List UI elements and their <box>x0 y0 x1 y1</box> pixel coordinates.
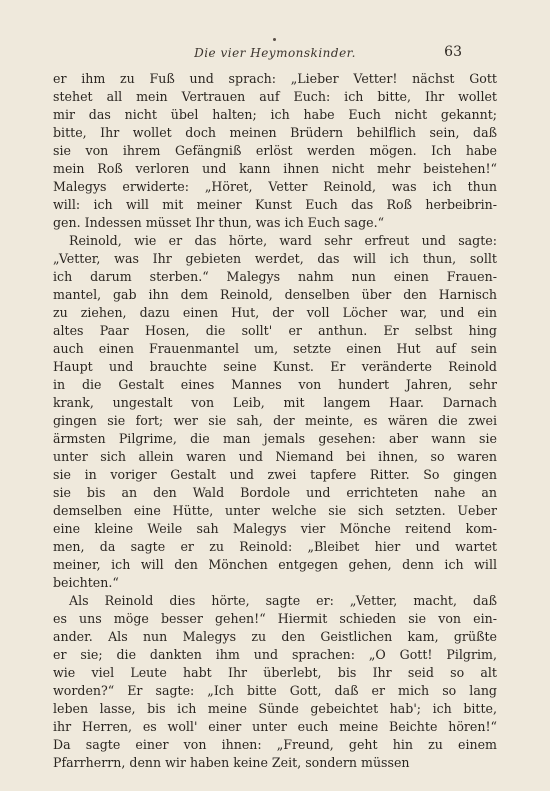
text-line: meiner, ich will den Mönchen entgegen gehen, denn ich will <box>53 557 497 572</box>
text-line: altes Paar Hosen, die sollt' er anthun. Er selbst hing <box>53 323 497 338</box>
text-line: men, da sagte er zu Reinold: „Bleibet hier und wartet <box>53 539 497 554</box>
text-line: gingen sie fort; wer sie sah, der meinte, es wären die zwei <box>53 413 497 428</box>
text-line: mir das nicht übel halten; ich habe Euch nicht gekannt; <box>53 107 497 122</box>
text-line: bitte, Ihr wollet doch meinen Brüdern behilflich sein, daß <box>53 125 497 140</box>
text-line: ihr Herren, es woll' einer unter euch meine Beichte hören!“ <box>53 719 497 734</box>
text-line: will: ich will mit meiner Kunst Euch das Roß herbeibrin- <box>53 197 497 212</box>
header-ornament <box>273 38 276 41</box>
paragraph <box>53 70 497 232</box>
text-line: leben lasse, bis ich meine Sünde gebeichtet hab'; ich bitte, <box>53 701 497 716</box>
text-line: es uns möge besser gehen!“ Hiermit schieden sie von ein- <box>53 611 497 626</box>
text-line: ich darum sterben.“ Malegys nahm nun einen Frauen- <box>53 269 497 284</box>
text-line: Da sagte einer von ihnen: „Freund, geht hin zu einem <box>53 737 497 752</box>
text-line: wie viel Leute habt Ihr überlebt, bis Ihr seid so alt <box>53 665 497 680</box>
text-line: gen. Indessen müsset Ihr thun, was ich Euch sage.“ <box>53 215 385 230</box>
text-line: auch einen Frauenmantel um, setzte einen Hut auf sein <box>53 341 497 356</box>
text-line: mein Roß verloren und kann ihnen nicht mehr beistehen!“ <box>53 161 497 176</box>
text-line: eine kleine Weile sah Malegys vier Mönche reitend kom- <box>53 521 497 536</box>
text-line: worden?“ Er sagte: „Ich bitte Gott, daß er mich so lang <box>53 683 497 698</box>
text-line: Pfarrherrn, denn wir haben keine Zeit, sondern müssen <box>53 755 410 770</box>
text-line: unter sich allein waren und Niemand bei ihnen, so waren <box>53 449 497 464</box>
text-line: sie von ihrem Gefängniß erlöst werden mögen. Ich habe <box>53 143 497 158</box>
text-line: zu ziehen, dazu einen Hut, der voll Löcher war, und ein <box>53 305 497 320</box>
text-line: demselben eine Hütte, unter welche sie sich setzten. Ueber <box>53 503 497 518</box>
text-line: Malegys erwiderte: „Höret, Vetter Reinold, was ich thun <box>53 179 497 194</box>
page-number: 63 <box>444 44 462 60</box>
text-line: Reinold, wie er das hörte, ward sehr erfreut und sagte: <box>69 233 497 248</box>
text-line: mantel, gab ihn dem Reinold, denselben über den Harnisch <box>53 287 497 302</box>
text-line: Als Reinold dies hörte, sagte er: „Vetter, macht, daß <box>69 593 497 608</box>
text-line: er ihm zu Fuß und sprach: „Lieber Vetter! nächst Gott <box>53 71 497 86</box>
body-text <box>53 70 497 772</box>
text-line: in die Gestalt eines Mannes von hundert Jahren, sehr <box>53 377 497 392</box>
text-line: krank, ungestalt von Leib, mit langem Haar. Darnach <box>53 395 497 410</box>
text-line: er sie; die dankten ihm und sprachen: „O Gott! Pilgrim, <box>53 647 497 662</box>
text-line: ärmsten Pilgrime, die man jemals gesehen: aber wann sie <box>53 431 497 446</box>
paragraph <box>53 592 497 772</box>
text-line: sie in voriger Gestalt und zwei tapfere Ritter. So gingen <box>53 467 497 482</box>
text-line: stehet all mein Vertrauen auf Euch: ich bitte, Ihr wollet <box>53 89 497 104</box>
paragraph <box>53 232 497 592</box>
text-line: „Vetter, was Ihr gebieten werdet, das will ich thun, sollt <box>53 251 497 266</box>
text-line: Haupt und brauchte seine Kunst. Er veränderte Reinold <box>53 359 497 374</box>
text-line: beichten.“ <box>53 575 119 590</box>
page-header <box>0 44 550 64</box>
text-line: sie bis an den Wald Bordole und errichteten nahe an <box>53 485 497 500</box>
running-title: Die vier Heymonskinder. <box>194 46 356 60</box>
text-line: ander. Als nun Malegys zu den Geistlichen kam, grüßte <box>53 629 497 644</box>
